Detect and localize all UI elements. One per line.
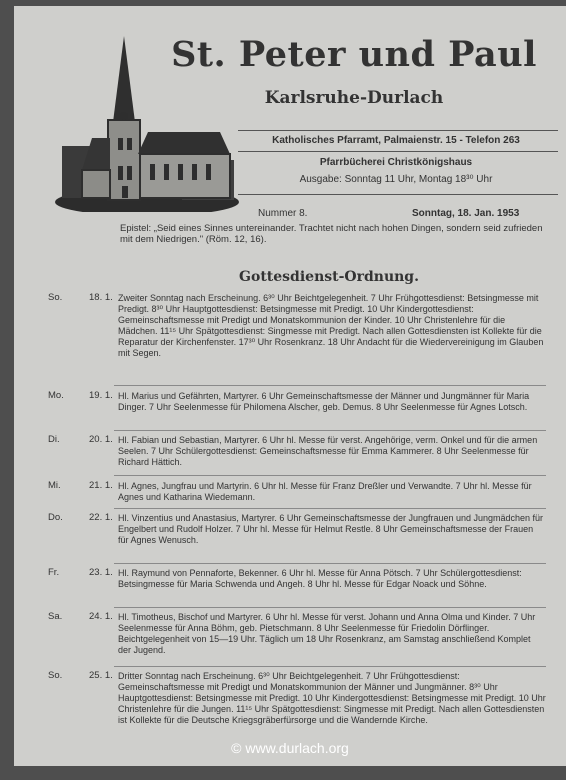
parish-subtitle: Karlsruhe-Durlach [264, 88, 444, 108]
entry-separator [114, 475, 546, 476]
library-times: Ausgabe: Sonntag 11 Uhr, Montag 18³⁰ Uhr [299, 174, 493, 185]
epistle-quote: Epistel: „Seid eines Sinnes untereinander. Trachtet nicht nach hohen Dingen, sondern seid zufrieden mit dem Niedrigen." (Röm. 12, 16). [120, 223, 543, 245]
entry-separator [114, 607, 546, 608]
issue-date: Sonntag, 18. Jan. 1953 [412, 208, 520, 219]
entry-separator [114, 430, 546, 431]
newsletter-page [14, 6, 566, 766]
entry-text: Hl. Timotheus, Bischof und Martyrer. 6 Uhr hl. Messe für verst. Johann und Anna Olma und Kinder. 7 Uhr Seelenmesse für Anna Böhm, geb. Pietschmann. 8 Uhr Seelenmesse für Friedolin Dörflinger. Beichtgelegenheit von 15—19 Uhr. Täglich um 18 Uhr Rosenkranz, am Samstag anschließend Komplet der Jugend. [118, 612, 536, 655]
entry-text: Hl. Marius und Gefährten, Martyrer. 6 Uhr Gemeinschaftsmesse der Männer und Jungmänner für Maria Dinger. 7 Uhr Seelenmesse für Philomena Alscher, geb. Demus. 8 Uhr Seelenmesse für Agnes Lotsch. [118, 391, 530, 412]
entry-text: Dritter Sonntag nach Erscheinung. 6³⁰ Uhr Beichtgelegenheit. 7 Uhr Frühgottesdienst: Gemeinschaftsmesse mit Predigt und Monatskommunion der Männer und Jungmänner. 8³⁰ Uhr Hauptgottesdienst: Betsingmesse mit Predigt. 10 Uhr Kindergottesdienst: Betsingmesse mit Predigt. 10 Uhr Christenlehre für die Jungen. 11¹⁵ Uhr Spätgottesdienst: Singmesse mit Predigt. Nach allen Gottesdiensten ist Kollekte für die Deutsche Kriegsgräberfürsorge und die Wandernde Kirche. [118, 671, 546, 725]
header-rule-middle [238, 151, 558, 152]
entry-separator [114, 563, 546, 564]
entry-day: Mi. [48, 480, 61, 491]
entry-date: 24. 1. [89, 611, 113, 622]
parish-title: St. Peter und Paul [171, 34, 537, 75]
entry-day: So. [48, 670, 63, 681]
entry-separator [114, 508, 546, 509]
entry-day: So. [48, 292, 63, 303]
issue-number: Nummer 8. [258, 208, 308, 219]
entry-date: 20. 1. [89, 434, 113, 445]
entry-text: Hl. Fabian und Sebastian, Martyrer. 6 Uhr hl. Messe für verst. Angehörige, verm. Onkel und für die armen Seelen. 7 Uhr Schülergottesdienst: Gemeinschaftsmesse für Emma Kammerer. 8 Uhr Seelenmesse für Richard Hättich. [118, 435, 538, 467]
entry-date: 22. 1. [89, 512, 113, 523]
schedule-heading: Gottesdienst-Ordnung. [239, 269, 419, 285]
header-rule-top [238, 130, 558, 131]
entry-date: 21. 1. [89, 480, 113, 491]
entry-separator [114, 385, 546, 386]
entry-day: Mo. [48, 390, 64, 401]
library-name: Pfarrbücherei Christkönigshaus [319, 157, 473, 168]
copyright-watermark: © www.durlach.org [231, 740, 349, 756]
entry-date: 19. 1. [89, 390, 113, 401]
entry-date: 23. 1. [89, 567, 113, 578]
entry-day: Fr. [48, 567, 60, 578]
entry-day: Sa. [48, 611, 63, 622]
entry-date: 25. 1. [89, 670, 113, 681]
entry-text: Hl. Raymund von Pennaforte, Bekenner. 6 Uhr hl. Messe für Anna Pötsch. 7 Uhr Schülergottesdienst: Betsingmesse für Maria Schwenda und Angeh. 8 Uhr hl. Messe für Edgar Noack und Söhne. [118, 568, 522, 589]
header-rule-bottom [238, 194, 558, 195]
entry-day: Do. [48, 512, 63, 523]
parish-address: Katholisches Pfarramt, Palmaienstr. 15 - Telefon 263 [272, 135, 520, 146]
entry-text: Hl. Vinzentius und Anastasius, Martyrer. 6 Uhr Gemeinschaftsmesse der Jungfrauen und Jungmädchen für Engelbert und Rudolf Holzer. 7 Uhr hl. Messe für Helmut Restle. 8 Uhr Gemeinschaftsmesse der Frauen für Agnes Wenusch. [118, 513, 544, 545]
entry-text: Zweiter Sonntag nach Erscheinung. 6³⁰ Uhr Beichtgelegenheit. 7 Uhr Frühgottesdienst: Betsingmesse mit Predigt. 8³⁰ Uhr Hauptgottesdienst: Betsingmesse mit Predigt. 10 Uhr Kindergottesdienst: Gemeinschaftsmesse mit Predigt und Monatskommunion der Kinder. 10 Uhr Christenlehre für die Mädchen. 11¹⁵ Uhr Spätgottesdienst: Singmesse mit Predigt. Nach allen Gottesdiensten ist Kollekte für die Reparatur der Kirchenfenster. 17³⁰ Uhr Rosenkranz. 18 Uhr Andacht für die Wiedervereinigung im Glauben mit Segen. [118, 293, 544, 358]
entry-day: Di. [48, 434, 60, 445]
entry-text: Hl. Agnes, Jungfrau und Martyrin. 6 Uhr hl. Messe für Franz Dreßler und Verwandte. 7 Uhr hl. Messe für Agnes und Katharina Wiedemann. [118, 481, 532, 502]
entry-date: 18. 1. [89, 292, 113, 303]
entry-separator [114, 666, 546, 667]
